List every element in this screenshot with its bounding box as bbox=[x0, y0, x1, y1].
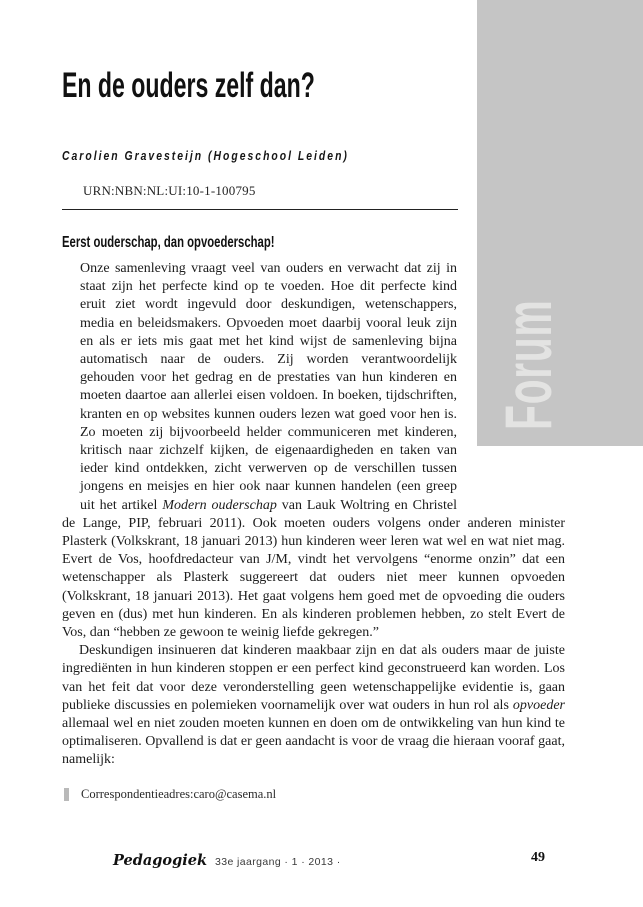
body-paragraph: Onze samenleving vraagt veel van ouders en verwacht dat zij in staat zijn het perfecte kind op te voeden. Hoe dit perfecte kind eruit ziet wordt ingevuld door deskundigen, wetenschappers, media en beleidsmakers. Opvoeden moet daarbij vooral leuk zijn en als er iets mis gaat met het kind wijst de samenleving bijna automatisch naar de ouders. Zij worden verantwoordelijk gehouden voor het gedrag en de prestaties van hun kinderen en moeten daartoe aan allerlei eisen voldoen. In boeken, tijdschriften, kranten en op websites kunnen ouders lezen wat goed voor hen is. Zo moeten zij bijvoorbeeld helder communiceren met kinderen, kritisch naar zichzelf kijken, de eigenaardigheden en taken van ieder kind ontdekken, zicht verwerven op de verschillen tussen jongens en meisjes en hier ook naar kunnen handelen (een greep uit het artikel Modern ouderschap van Lauk Woltring en Christel de Lange, PIP, februari 2011). Ook moeten ouders volgens onder anderen minister Plasterk (Volkskrant, 18 januari 2013) hun kinderen weer leren wat wel en wat niet mag. Evert de Vos, hoofdredacteur van J/M, vindt het vervolgens “enorme onzin” dat een wetenschapper als Plasterk suggereert dat ouders niet meer kunnen opvoeden (Volkskrant, 18 januari 2013). Het gaat volgens hem goed met de opvoeding die ouders geven en (dus) met hun kinderen. En als kinderen problemen hebben, zo stelt Evert de Vos, dan “hebben ze gewoon te weinig liefde gekregen.” bbox=[62, 261, 565, 641]
urn-identifier: URN:NBN:NL:UI:10-1-100795 bbox=[83, 183, 256, 198]
journal-name: Pedagogiek bbox=[113, 852, 208, 869]
body-paragraph: Deskundigen insinueren dat kinderen maakbaar zijn en dat als ouders maar de juiste ingrediënten in hun kinderen stoppen er een perfect kind geconstrueerd kan worden. Los van het feit dat voor deze veronderstelling geen wetenschappelijke evidentie is, gaan publieke discussies en polemieken voornamelijk over wat ouders in hun rol als opvoeder allemaal wel en niet zouden moeten kunnen en doen om de ontwikkeling van hun kind te optimaliseren. Opvallend is dat er geen aandacht is voor de vraag die hieraan vooraf gaat, namelijk: bbox=[62, 643, 565, 768]
text-wrap-spacer-right bbox=[457, 260, 565, 497]
journal-issue-info: 33e jaargang · 1 · 2013 · bbox=[215, 856, 341, 868]
journal-footer bbox=[113, 852, 341, 870]
article-title: En de ouders zelf dan? bbox=[62, 66, 315, 105]
footnote-marker-bar-icon bbox=[64, 788, 69, 801]
correspondence-note bbox=[64, 787, 276, 802]
text-wrap-spacer-left bbox=[62, 260, 80, 497]
correspondence-address: Correspondentieadres:caro@casema.nl bbox=[81, 787, 277, 801]
section-heading: Eerst ouderschap, dan opvoederschap! bbox=[62, 234, 275, 251]
article-body bbox=[62, 260, 565, 770]
page-number: 49 bbox=[531, 850, 545, 865]
forum-vertical-label: Forum bbox=[491, 299, 565, 430]
header-divider-rule bbox=[62, 209, 458, 210]
author-affiliation: Carolien Gravesteijn (Hogeschool Leiden) bbox=[62, 148, 349, 163]
